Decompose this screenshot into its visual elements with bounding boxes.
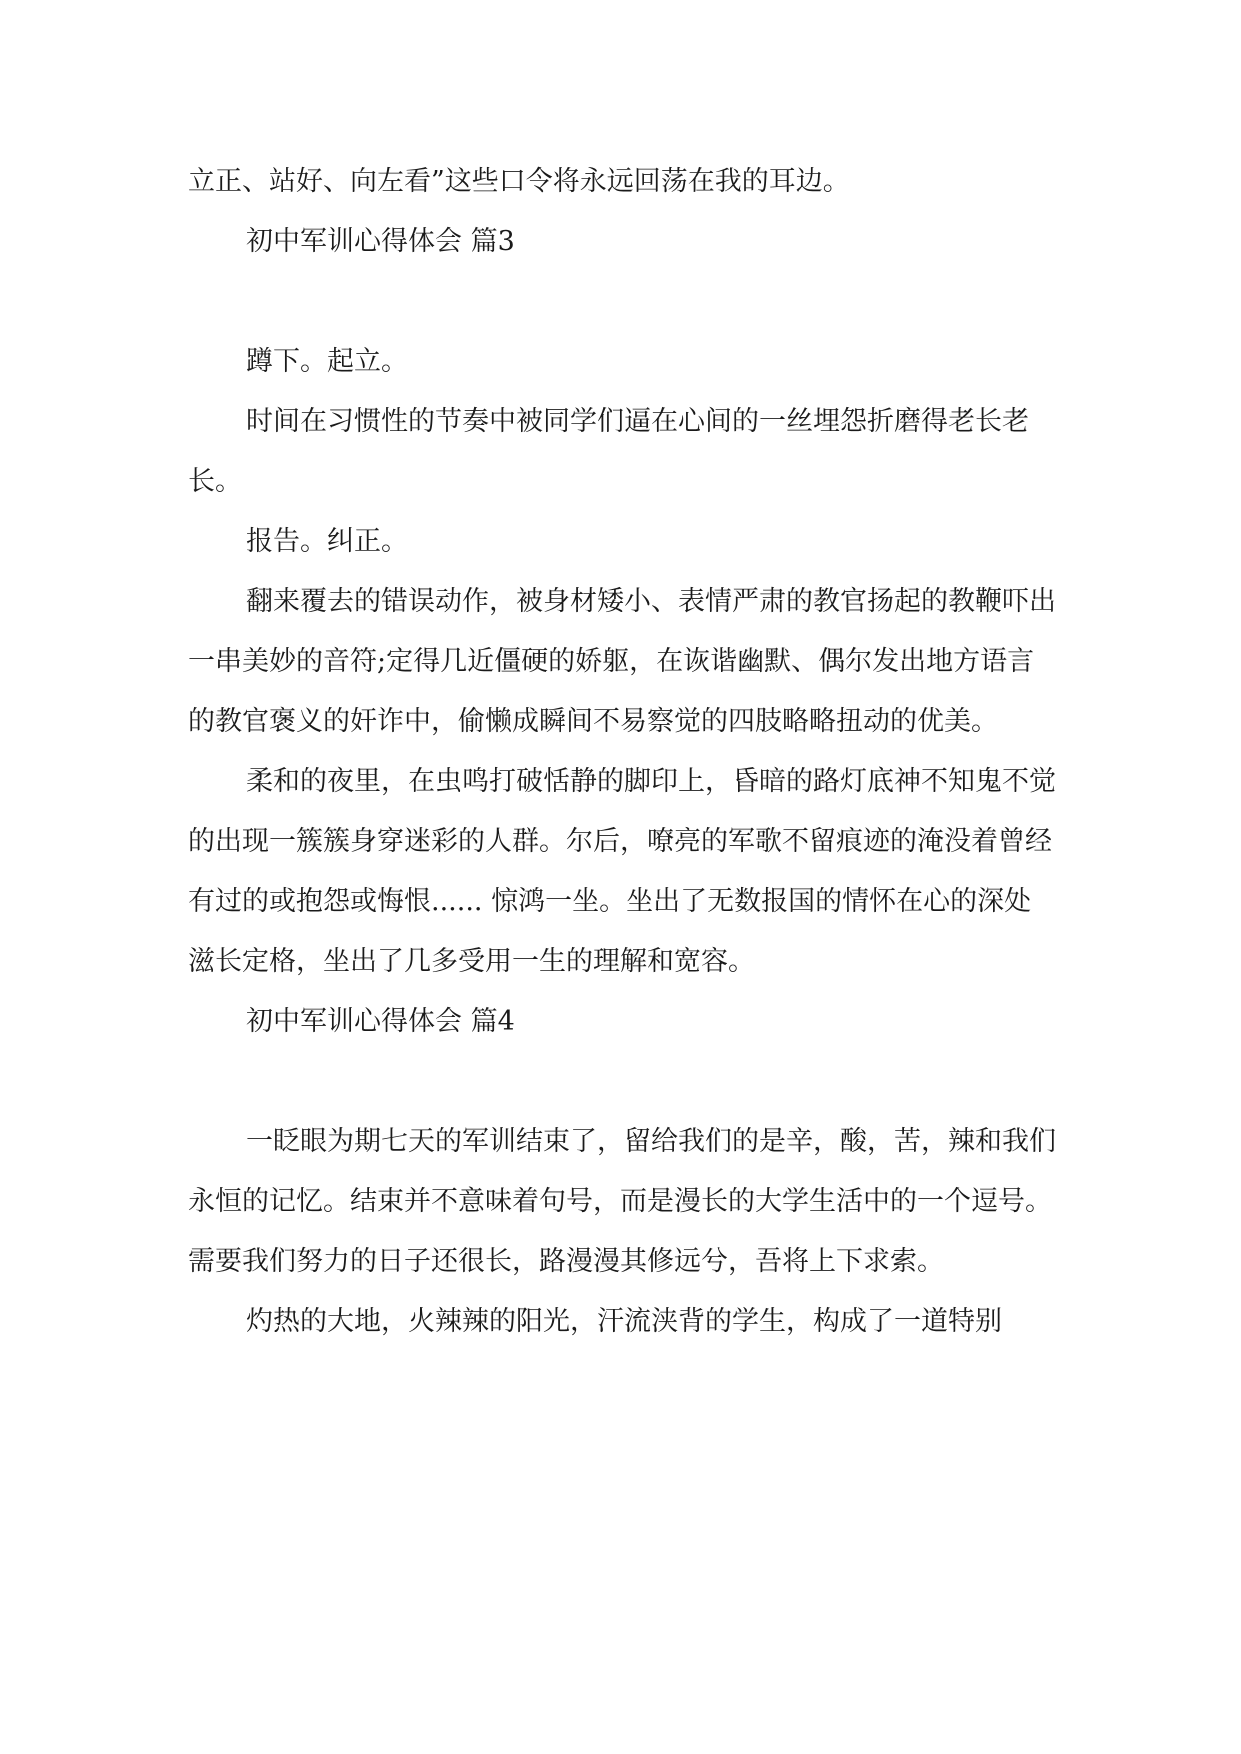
spacer (188, 1052, 1058, 1112)
spacer (188, 272, 1058, 332)
paragraph: 蹲下。起立。 (246, 346, 408, 377)
paragraph-continuation: 立正、站好、向左看”这些口令将永远回荡在我的耳边。 (188, 166, 850, 197)
paragraph: 灼热的大地，火辣辣的阳光，汗流浃背的学生，构成了一道特别 (246, 1306, 1002, 1337)
document-body (188, 152, 1058, 1352)
paragraph: 一眨眼为期七天的军训结束了，留给我们的是辛，酸，苦，辣和我们永恒的记忆。结束并不意味着句号，而是漫长的大学生活中的一个逗号。需要我们努力的日子还很长，路漫漫其修远兮，吾将上下求索。 (188, 1126, 1056, 1277)
paragraph: 柔和的夜里，在虫鸣打破恬静的脚印上，昏暗的路灯底神不知鬼不觉的出现一簇簇身穿迷彩的人群。尔后，嘹亮的军歌不留痕迹的淹没着曾经有过的或抱怨或悔恨...... 惊鸿一坐。坐出了无数报国的情怀在心的深处滋长定格，坐出了几多受用一生的理解和宽容。 (188, 766, 1056, 977)
paragraph: 报告。纠正。 (246, 526, 408, 557)
paragraph: 时间在习惯性的节奏中被同学们逼在心间的一丝埋怨折磨得老长老长。 (188, 406, 1029, 497)
paragraph: 翻来覆去的错误动作，被身材矮小、表情严肃的教官扬起的教鞭吓出一串美妙的音符;定得几近僵硬的娇躯，在诙谐幽默、偶尔发出地方语言的教官褒义的奸诈中，偷懒成瞬间不易察觉的四肢略略扭动的优美。 (188, 586, 1056, 737)
section-heading-4: 初中军训心得体会 篇4 (246, 1006, 515, 1037)
section-heading-3: 初中军训心得体会 篇3 (246, 226, 515, 257)
